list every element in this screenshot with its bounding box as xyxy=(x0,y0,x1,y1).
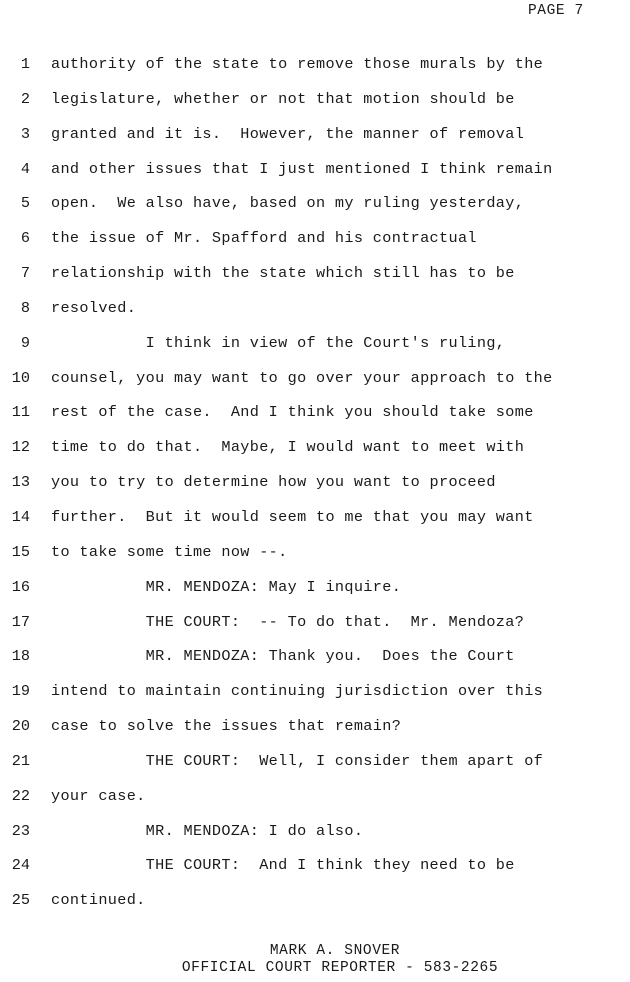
line-number: 5 xyxy=(20,194,30,213)
line-text: intend to maintain continuing jurisdiction over this xyxy=(51,682,544,701)
line-text: further. But it would seem to me that you may want xyxy=(51,507,534,526)
line-text: MR. MENDOZA: May I inquire. xyxy=(51,577,402,596)
line-text: legislature, whether or not that motion should be xyxy=(51,89,515,108)
line-number: 22 xyxy=(11,786,30,805)
reporter-name: MARK A. SNOVER xyxy=(269,943,401,959)
transcript-line xyxy=(0,541,630,576)
transcript-line xyxy=(0,854,630,889)
transcript-line xyxy=(0,262,630,297)
transcript-line xyxy=(0,785,630,820)
transcript-line xyxy=(0,471,630,506)
line-number: 12 xyxy=(11,438,30,457)
line-text: relationship with the state which still has to be xyxy=(51,264,515,283)
line-number: 20 xyxy=(11,717,30,736)
line-number: 6 xyxy=(20,229,30,248)
transcript-body xyxy=(0,53,630,924)
reporter-footer xyxy=(0,943,630,977)
line-text: I think in view of the Court's ruling, xyxy=(51,333,506,352)
line-text: THE COURT: -- To do that. Mr. Mendoza? xyxy=(51,612,525,631)
transcript-line xyxy=(0,506,630,541)
transcript-line xyxy=(0,680,630,715)
line-text: THE COURT: And I think they need to be xyxy=(51,856,515,875)
line-number: 16 xyxy=(11,577,30,596)
transcript-line xyxy=(0,715,630,750)
transcript-line xyxy=(0,401,630,436)
line-number: 15 xyxy=(11,542,30,561)
transcript-line xyxy=(0,820,630,855)
line-number: 1 xyxy=(20,55,30,73)
line-text: granted and it is. However, the manner of removal xyxy=(51,124,525,143)
line-number: 10 xyxy=(11,368,30,387)
line-number: 3 xyxy=(20,124,30,143)
line-text: MR. MENDOZA: Thank you. Does the Court xyxy=(51,647,515,666)
line-number: 9 xyxy=(20,333,30,352)
line-number: 2 xyxy=(20,89,30,108)
line-text: rest of the case. And I think you should take some xyxy=(51,403,534,422)
transcript-line xyxy=(0,88,630,123)
line-text: you to try to determine how you want to proceed xyxy=(51,473,496,492)
line-number: 19 xyxy=(11,682,30,701)
transcript-line xyxy=(0,436,630,471)
line-number: 8 xyxy=(20,298,30,317)
transcript-line xyxy=(0,645,630,680)
transcript-line xyxy=(0,889,630,924)
line-text: time to do that. Maybe, I would want to meet with xyxy=(51,438,525,457)
reporter-title: OFFICIAL COURT REPORTER - 583-2265 xyxy=(181,960,499,976)
line-number: 21 xyxy=(11,751,30,770)
transcript-line xyxy=(0,576,630,611)
line-text: to take some time now --. xyxy=(51,542,288,561)
transcript-line xyxy=(0,192,630,227)
line-text: and other issues that I just mentioned I think remain xyxy=(51,159,553,178)
transcript-line xyxy=(0,611,630,646)
line-text: case to solve the issues that remain? xyxy=(51,717,402,736)
line-text: THE COURT: Well, I consider them apart of xyxy=(51,751,544,770)
transcript-line xyxy=(0,367,630,402)
transcript-line xyxy=(0,53,630,88)
transcript-line xyxy=(0,297,630,332)
transcript-line xyxy=(0,750,630,785)
line-text: continued. xyxy=(51,891,146,910)
line-number: 13 xyxy=(11,473,30,492)
transcript-line xyxy=(0,158,630,193)
line-text: resolved. xyxy=(51,298,137,317)
transcript-line xyxy=(0,123,630,158)
line-text: the issue of Mr. Spafford and his contractual xyxy=(51,229,477,248)
line-text: counsel, you may want to go over your approach to the xyxy=(51,368,553,387)
line-text: your case. xyxy=(51,786,146,805)
line-number: 17 xyxy=(11,612,30,631)
line-number: 18 xyxy=(11,647,30,666)
line-number: 14 xyxy=(11,507,30,526)
line-number: 23 xyxy=(11,821,30,840)
line-number: 4 xyxy=(20,159,30,178)
line-number: 11 xyxy=(11,403,30,422)
transcript-line xyxy=(0,227,630,262)
line-text: authority of the state to remove those murals by the xyxy=(51,55,544,73)
line-text: open. We also have, based on my ruling yesterday, xyxy=(51,194,525,213)
line-number: 25 xyxy=(11,891,30,910)
line-text: MR. MENDOZA: I do also. xyxy=(51,821,364,840)
line-number: 24 xyxy=(11,856,30,875)
page-number: PAGE 7 xyxy=(528,3,584,19)
transcript-line xyxy=(0,332,630,367)
line-number: 7 xyxy=(20,264,30,283)
